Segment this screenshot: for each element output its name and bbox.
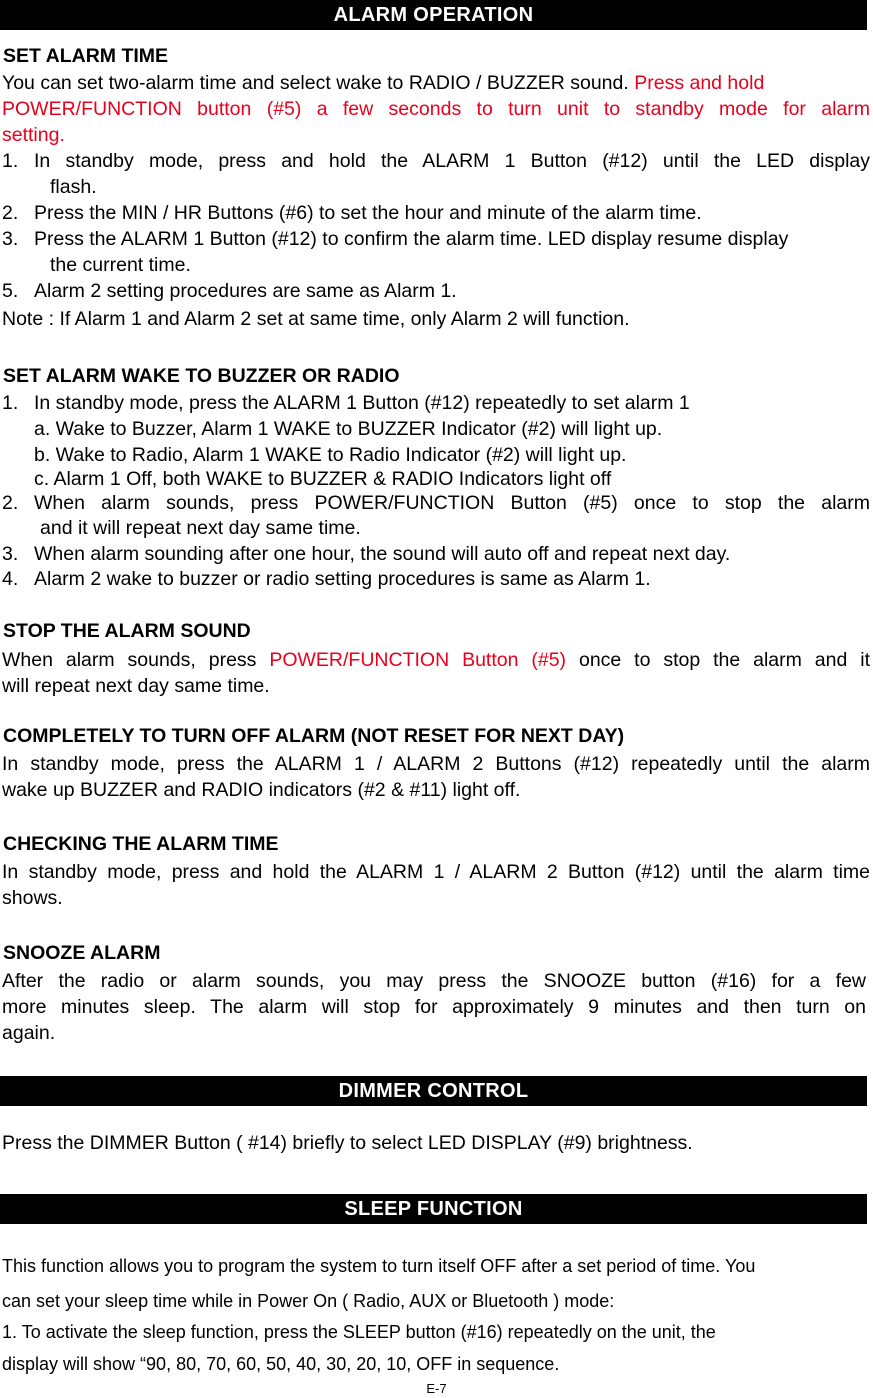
step-text: When alarm sounding after one hour, the sound will auto off and repeat next day. [34,543,731,565]
step-text: Alarm 2 wake to buzzer or radio setting procedures is same as Alarm 1. [34,568,651,590]
wake-step-4 [2,566,870,592]
dimmer-control-banner: DIMMER CONTROL [0,1076,867,1106]
stop-text-1: When alarm sounds, press [2,649,257,671]
step-text: Press the ALARM 1 Button (#12) to confirm the alarm time. LED display resume display [34,228,789,250]
snooze-line-3: again. [2,1022,56,1044]
turn-off-heading: COMPLETELY TO TURN OFF ALARM (NOT RESET FOR NEXT DAY) [3,725,625,747]
step-text: Alarm 2 setting procedures are same as Alarm 1. [34,280,457,302]
alarm-step-2 [2,200,870,226]
stop-text-2: once to stop the alarm and it [578,649,870,671]
step-text: When alarm sounds, press POWER/FUNCTION Button (#5) once to stop the alarm [34,492,870,514]
sleep-line-1: This function allows you to program the system to turn itself OFF after a set period of time. You [2,1256,756,1276]
wake-sub-b: b. Wake to Radio, Alarm 1 WAKE to Radio Indicator (#2) will light up. [34,444,627,466]
step-text: In standby mode, press and hold the ALARM 1 Button (#12) until the LED display [34,150,870,172]
step-number: 3. [2,228,19,250]
step-number: 3. [2,543,19,565]
set-alarm-time-heading: SET ALARM TIME [3,45,169,67]
step-text: In standby mode, press the ALARM 1 Button (#12) repeatedly to set alarm 1 [34,392,690,414]
sleep-function-banner: SLEEP FUNCTION [0,1194,867,1224]
alarm-step-5 [2,278,870,304]
alarm-note: Note : If Alarm 1 and Alarm 2 set at same time, only Alarm 2 will function. [2,308,630,330]
stop-sound-line-1 [2,647,870,673]
alarm-operation-banner: ALARM OPERATION [0,0,867,30]
stop-sound-heading: STOP THE ALARM SOUND [3,620,251,642]
intro-text: You can set two-alarm time and select wake to RADIO / BUZZER sound. [2,72,629,94]
sleep-line-4: display will show “90, 80, 70, 60, 50, 40, 30, 20, 10, OFF in sequence. [2,1354,560,1374]
step-number: 4. [2,568,19,590]
step-text: Press the MIN / HR Buttons (#6) to set the hour and minute of the alarm time. [34,202,702,224]
stop-text-red: POWER/FUNCTION Button (#5) [269,649,567,671]
alarm-step-1 [2,148,870,174]
turn-off-line-1: In standby mode, press the ALARM 1 / ALARM 2 Buttons (#12) repeatedly until the alarm [2,753,870,775]
alarm-step-3 [2,226,870,252]
step-number: 5. [2,280,19,302]
alarm-step-3-cont: the current time. [50,254,191,276]
step-number: 2. [2,492,19,514]
intro-red-line-3: setting. [2,124,65,146]
sleep-line-2: can set your sleep time while in Power On ( Radio, AUX or Bluetooth ) mode: [2,1291,615,1311]
checking-line-1: In standby mode, press and hold the ALARM 1 / ALARM 2 Button (#12) until the alarm time [2,861,870,883]
snooze-heading: SNOOZE ALARM [3,942,161,964]
alarm-step-1-cont: flash. [50,176,97,198]
set-alarm-time-intro [2,70,870,96]
checking-heading: CHECKING THE ALARM TIME [3,833,279,855]
wake-step-2 [2,490,870,516]
wake-step-2-cont: and it will repeat next day same time. [40,517,361,539]
wake-step-3 [2,541,870,567]
step-number: 1. [2,392,19,414]
step-number: 1. [2,150,19,172]
page-number: E-7 [426,1381,447,1396]
wake-step-1 [2,390,870,416]
wake-sub-c: c. Alarm 1 Off, both WAKE to BUZZER & RADIO Indicators light off [34,468,612,490]
dimmer-text: Press the DIMMER Button ( #14) briefly to select LED DISPLAY (#9) brightness. [2,1132,693,1154]
turn-off-line-2: wake up BUZZER and RADIO indicators (#2 & #11) light off. [2,779,521,801]
snooze-line-2: more minutes sleep. The alarm will stop for approximately 9 minutes and then turn on [2,996,866,1018]
intro-red-line-2: POWER/FUNCTION button (#5) a few seconds to turn unit to standby mode for alarm [2,98,870,120]
wake-to-heading: SET ALARM WAKE TO BUZZER OR RADIO [3,365,400,387]
stop-sound-line-2: will repeat next day same time. [2,675,270,697]
sleep-line-3: 1. To activate the sleep function, press the SLEEP button (#16) repeatedly on the unit, the [2,1322,716,1342]
wake-sub-a: a. Wake to Buzzer, Alarm 1 WAKE to BUZZER Indicator (#2) will light up. [34,418,663,440]
checking-line-2: shows. [2,887,63,909]
intro-red-text: Press and hold [634,72,765,94]
snooze-line-1: After the radio or alarm sounds, you may press the SNOOZE button (#16) for a few [2,970,866,992]
step-number: 2. [2,202,19,224]
